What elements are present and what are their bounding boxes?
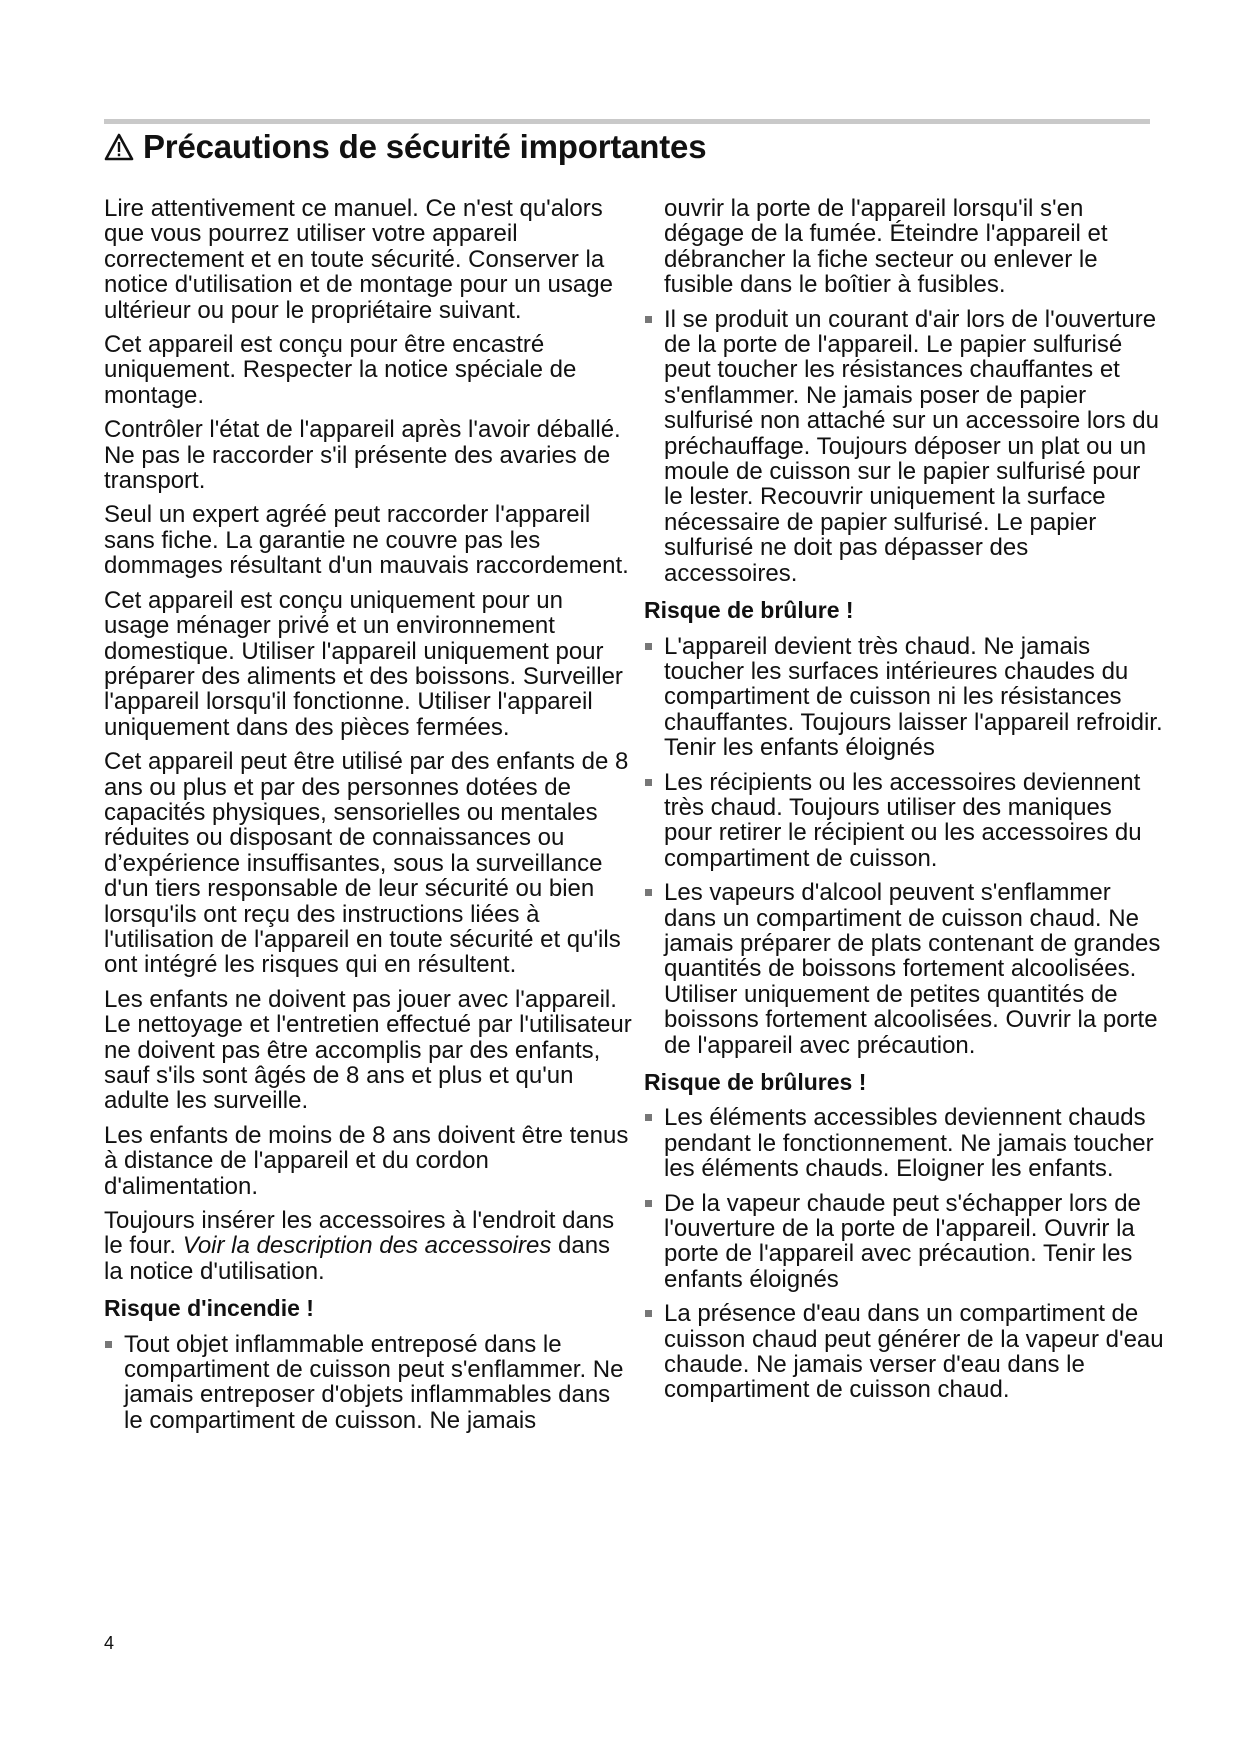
bullet-marker (105, 1341, 112, 1348)
paragraph: Seul un expert agréé peut raccorder l'appareil sans fiche. La garantie ne couvre pas les dommages résultant d'un mauvais raccordement. (104, 501, 629, 580)
bullet-text: Les vapeurs d'alcool peuvent s'enflammer dans un compartiment de cuisson chaud. Ne jamais préparer de plats contenant de grandes quantités de boissons fortement alcoolisées. Utiliser uniquement de petites quantités de boissons fortement alcoolisées. Ouvrir la porte de l'appareil avec précaution. (664, 879, 1161, 1059)
page-title (104, 128, 706, 166)
bullet-text: Tout objet inflammable entreposé dans le compartiment de cuisson peut s'enflammer. Ne jamais entreposer d'objets inflammables dans le compartiment de cuisson. Ne jamais (124, 1330, 624, 1434)
bullet-item (644, 1105, 1164, 1181)
bullet-marker (645, 316, 652, 323)
bullet-marker (645, 889, 652, 896)
bullet-text: Les récipients ou les accessoires deviennent très chaud. Toujours utiliser des maniques pour retirer le récipient ou les accessoires du compartiment de cuisson. (664, 768, 1142, 872)
paragraph: Les enfants de moins de 8 ans doivent être tenus à distance de l'appareil et du cordon d'alimentation. (104, 1121, 629, 1200)
section-heading-fire: Risque d'incendie ! (104, 1295, 314, 1322)
bullet-marker (645, 643, 652, 650)
section-heading-burn: Risque de brûlure ! (644, 597, 854, 624)
warning-triangle-icon (104, 133, 134, 161)
bullet-item (644, 307, 1164, 586)
page-number: 4 (104, 1633, 115, 1653)
paragraph: Cet appareil est conçu uniquement pour un usage ménager privé et un environnement domestique. Utiliser l'appareil uniquement pour préparer des aliments et des boissons. Surveiller l'appareil lorsqu'il fonctionne. Utiliser l'appareil uniquement dans des pièces fermées. (104, 586, 623, 741)
text-run: dans la notice d'utilisation. (104, 1232, 611, 1285)
bullet-item (644, 1191, 1164, 1293)
bullet-marker (645, 1200, 652, 1207)
section-heading-burns: Risque de brûlures ! (644, 1069, 867, 1095)
paragraph: Contrôler l'état de l'appareil après l'avoir déballé. Ne pas le raccorder s'il présente des avaries de transport. (104, 416, 621, 495)
bullet-item (644, 880, 1164, 1058)
paragraph: Cet appareil est conçu pour être encastré uniquement. Respecter la notice spéciale de montage. (104, 331, 577, 409)
bullet-text: Les éléments accessibles deviennent chauds pendant le fonctionnement. Ne jamais toucher les éléments chauds. Eloigner les enfants. (664, 1104, 1154, 1183)
paragraph: Lire attentivement ce manuel. Ce n'est qu'alors que vous pourrez utiliser votre appareil correctement et en toute sécurité. Conserver la notice d'utilisation et de montage pour un usage ultérieur ou pour le propriétaire suivant. (104, 195, 613, 324)
bullet-item (104, 1332, 634, 1434)
bullet-marker (645, 779, 652, 786)
bullet-text: La présence d'eau dans un compartiment de cuisson chaud peut générer de la vapeur d'eau chaude. Ne jamais verser d'eau dans le compartiment de cuisson chaud. (664, 1300, 1164, 1404)
paragraph-accessories (104, 1208, 634, 1284)
bullet-marker (645, 1310, 652, 1317)
header-rule (104, 119, 1150, 124)
bullet-item (644, 634, 1164, 761)
bullet-text: L'appareil devient très chaud. Ne jamais toucher les surfaces intérieures chaudes du compartiment de cuisson ni les résistances chauffantes. Toujours laisser l'appareil refroidir. Tenir les enfants éloignés (664, 632, 1163, 762)
bullet-text: Il se produit un courant d'air lors de l'ouverture de la porte de l'appareil. Le papier sulfurisé peut toucher les résistances chauffantes et s'enflammer. Ne jamais poser de papier sulfurisé non attaché sur un accessoire lors du préchauffage. Toujours déposer un plat ou un moule de cuisson sur le papier sulfurisé pour le lester. Recouvrir uniquement la surface nécessaire de papier sulfurisé. Le papier sulfurisé ne doit pas dépasser des accessoires. (664, 305, 1159, 587)
page-title-text: Précautions de sécurité importantes (143, 128, 707, 165)
text-run: Toujours insérer les accessoires à l'endroit dans le four. (104, 1207, 615, 1260)
cross-reference: Voir la description des accessoires (182, 1232, 552, 1260)
bullet-item (644, 1301, 1164, 1403)
paragraph: Les enfants ne doivent pas jouer avec l'appareil. Le nettoyage et l'entretien effectué par l'utilisateur ne doivent pas être accomplis par des enfants, sauf s'ils sont âgés de 8 ans et plus et qu'un adulte les surveille. (104, 985, 632, 1115)
left-column (104, 196, 634, 1442)
paragraph: Cet appareil peut être utilisé par des enfants de 8 ans ou plus et par des personnes dotées de capacités physiques, sensorielles ou mentales réduites ou disposant de connaissances ou d’expérience insuffisantes, sous la surveillance d'un tiers responsable de leur sécurité ou bien lorsqu'ils ont reçu des instructions liées à l'utilisation de l'appareil en toute sécurité et qu'ils ont intégré les risques qui en résultent. (104, 748, 629, 979)
bullet-continuation: ouvrir la porte de l'appareil lorsqu'il s'en dégage de la fumée. Éteindre l'appareil et débrancher la fiche secteur ou enlever le fusible dans le boîtier à fusibles. (664, 195, 1108, 299)
bullet-item (644, 770, 1164, 872)
bullet-marker (645, 1114, 652, 1121)
right-column (644, 196, 1164, 1412)
bullet-text: De la vapeur chaude peut s'échapper lors de l'ouverture de la porte de l'appareil. Ouvrir la porte de l'appareil avec précaution. Tenir les enfants éloignés (664, 1189, 1141, 1293)
